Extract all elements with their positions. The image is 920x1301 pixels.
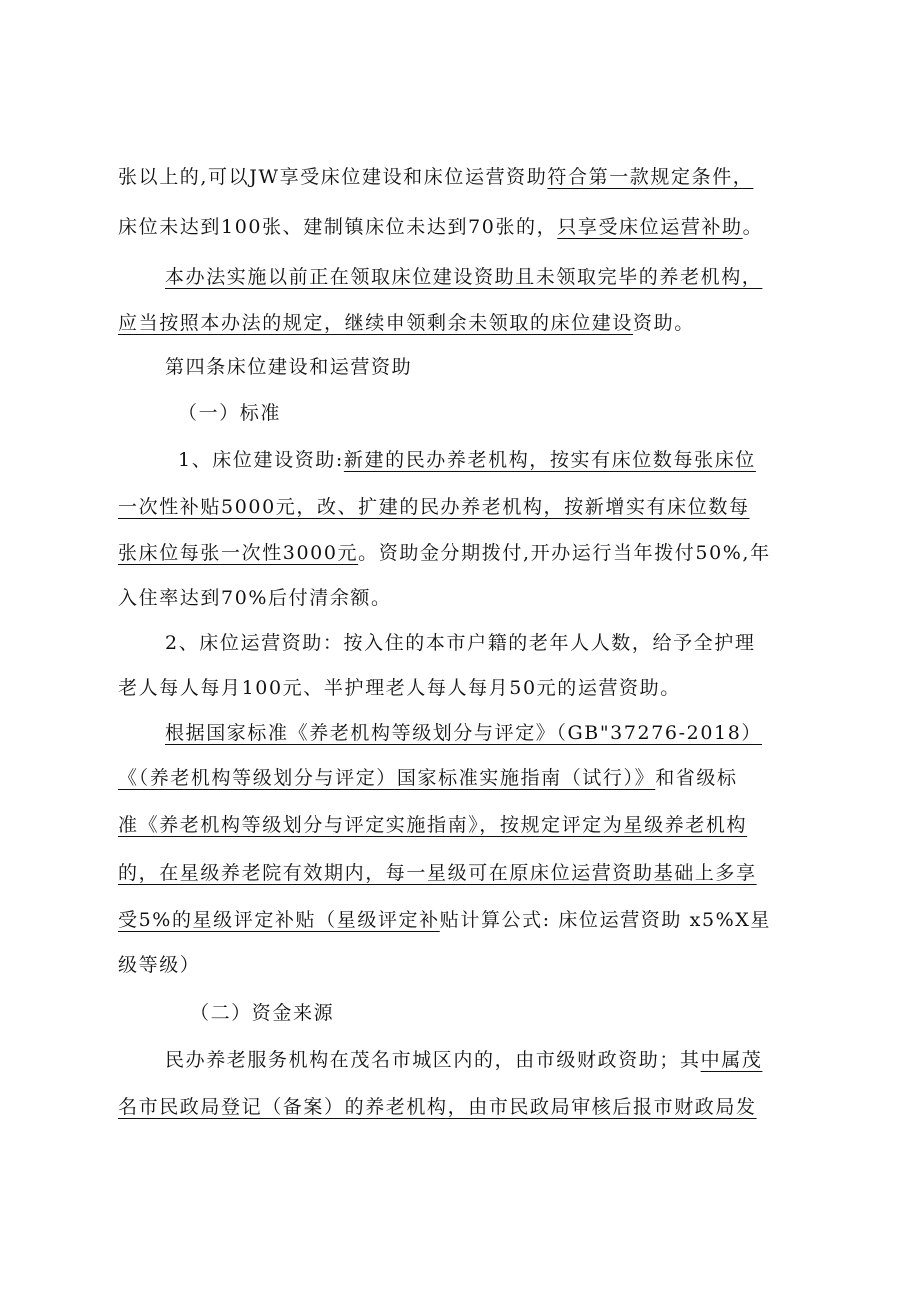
text-run: 民办养老服务机构在茂名市城区内的，由市级财政资助；其 bbox=[165, 1049, 701, 1071]
text-run: （二）资金来源 bbox=[190, 1002, 335, 1024]
text-run: 级等级） bbox=[118, 954, 201, 976]
underlined-text: 受5%的星级评定补贴（星级评定补 bbox=[118, 909, 440, 931]
underlined-text: 只享受床位运营补助 bbox=[557, 216, 743, 238]
text-line bbox=[118, 945, 790, 985]
text-run: 入住率达到70%后付清余额。 bbox=[118, 587, 392, 609]
text-line bbox=[118, 805, 790, 845]
text-line bbox=[118, 900, 790, 940]
underlined-text: 中属茂 bbox=[700, 1049, 763, 1071]
text-line bbox=[118, 157, 790, 197]
text-line bbox=[118, 758, 790, 798]
underlined-text: 一次性补贴5000元，改、扩建的民办养老机构，按新增实有床位数每 bbox=[118, 496, 750, 518]
section-heading bbox=[190, 993, 790, 1033]
text-line bbox=[118, 487, 790, 527]
underlined-text: 应当按照本办法的规定，继续申领剩余未领取的床位建设 bbox=[118, 312, 634, 334]
underlined-text: 新建的民办养老机构，按实有床位数每张床位 bbox=[343, 449, 756, 471]
underlined-text: 《（养老机构等级划分与评定）国家标准实施指南（试行）》 bbox=[118, 767, 656, 789]
text-line bbox=[118, 1087, 790, 1127]
text-run: 资助。 bbox=[633, 312, 695, 334]
text-run: 张以上的,可以JW享受床位建设和床位运营资助 bbox=[118, 166, 548, 188]
underlined-text: 根据国家标准《养老机构等级划分与评定》（GB"37276-2018） bbox=[165, 722, 762, 744]
underlined-text: 名市民政局登记（备案）的养老机构，由市民政局审核后报市财政局发 bbox=[118, 1096, 757, 1118]
text-line bbox=[165, 623, 790, 663]
text-line bbox=[118, 207, 790, 247]
text-line bbox=[178, 440, 790, 480]
text-run: 1、床位建设资助: bbox=[178, 449, 344, 471]
article-heading bbox=[165, 347, 790, 387]
underlined-text: 张床位每张一次性3000元 bbox=[118, 542, 359, 564]
text-run: 。 bbox=[742, 216, 764, 238]
text-run: （一）标准 bbox=[178, 402, 282, 424]
text-line bbox=[118, 303, 790, 343]
text-line bbox=[118, 578, 790, 618]
underlined-text: 的，在星级养老院有效期内，每一星级可在原床位运营资助基础上多享 bbox=[118, 862, 757, 884]
text-run: 。资助金分期拨付,开办运行当年拨付50%,年 bbox=[358, 542, 771, 564]
text-line bbox=[165, 257, 790, 297]
text-line bbox=[118, 668, 790, 708]
underlined-text: 准《养老机构等级划分与评定实施指南》，按规定评定为星级养老机构 bbox=[118, 814, 748, 836]
underlined-text: 本办法实施以前正在领取床位建设资助且未领取完毕的养老机构， bbox=[165, 266, 763, 288]
text-line bbox=[165, 1040, 790, 1080]
text-run: 老人每人每月100元、半护理老人每人每月50元的运营资助。 bbox=[118, 677, 681, 699]
section-heading bbox=[178, 393, 790, 433]
text-run: 和省级标 bbox=[655, 767, 738, 789]
text-line bbox=[165, 713, 790, 753]
text-line bbox=[118, 533, 790, 573]
text-run: 床位未达到100张、建制镇床位未达到70张的， bbox=[118, 216, 558, 238]
text-run: 第四条床位建设和运营资助 bbox=[165, 356, 413, 378]
underlined-text: 符合第一款规定条件， bbox=[547, 166, 754, 188]
text-line bbox=[118, 853, 790, 893]
text-run: 贴计算公式: 床位运营资助 x5%X星 bbox=[439, 909, 772, 931]
text-run: 2、床位运营资助：按入住的本市户籍的老年人人数，给予全护理 bbox=[165, 632, 756, 654]
